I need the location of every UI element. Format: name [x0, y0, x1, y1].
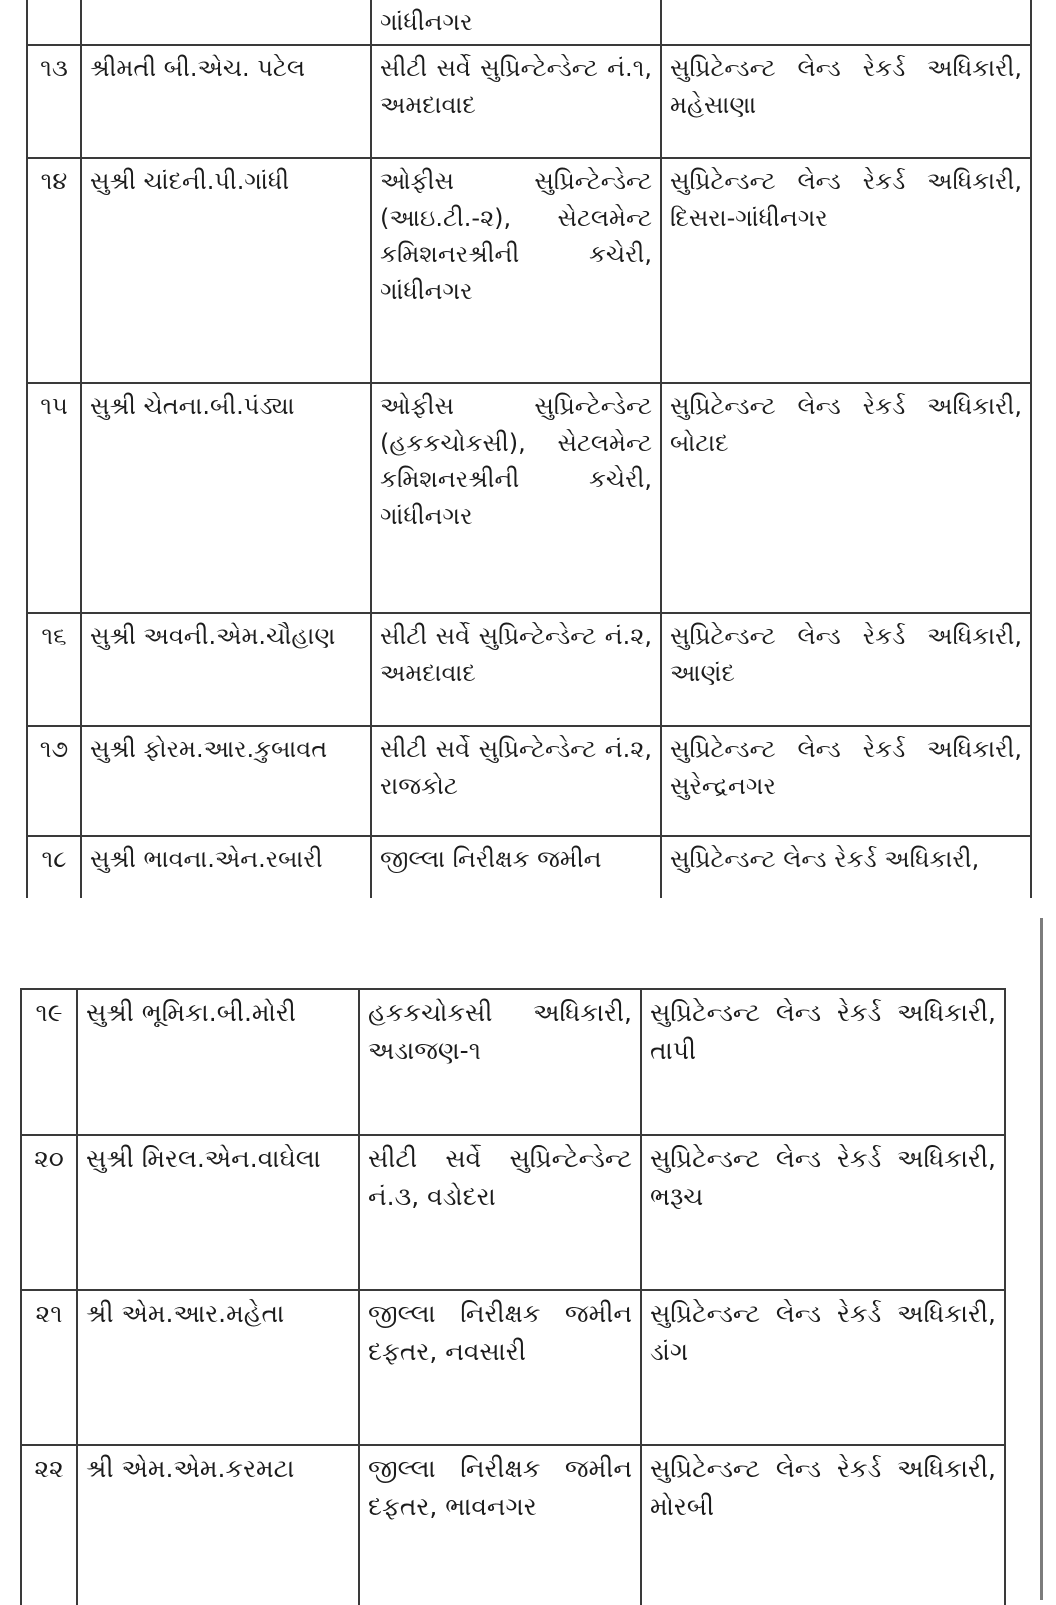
current-post: ગાંધીનગર [371, 0, 661, 45]
table-row [21, 989, 1005, 1135]
officer-name: સુશ્રી ભૂમિકા.બી.મોરી [77, 989, 359, 1135]
current-post: હકકચોકસી અધિકારી, અડાજણ-૧ [359, 989, 641, 1135]
new-post [661, 0, 1031, 45]
serial-number: ૧૪ [27, 158, 81, 383]
new-post: સુપ્રિટેન્ડન્ટ લેન્ડ રેકર્ડ અધિકારી, મહેસાણા [661, 45, 1031, 158]
officer-name: સુશ્રી મિરલ.એન.વાઘેલા [77, 1135, 359, 1290]
new-post: સુપ્રિટેન્ડન્ટ લેન્ડ રેકર્ડ અધિકારી, બોટાદ [661, 383, 1031, 613]
table-row [21, 1135, 1005, 1290]
table-row [27, 45, 1031, 158]
new-post: સુપ્રિટેન્ડન્ટ લેન્ડ રેકર્ડ અધિકારી, આણંદ [661, 613, 1031, 726]
current-post: જીલ્લા નિરીક્ષક જમીન દફતર, ભાવનગર [359, 1445, 641, 1605]
page-fragment-bottom [0, 918, 1056, 1600]
serial-number: ૧૫ [27, 383, 81, 613]
serial-number: ૨૦ [21, 1135, 77, 1290]
new-post: સુપ્રિટેન્ડન્ટ લેન્ડ રેકર્ડ અધિકારી, સુરેન્દ્રનગર [661, 726, 1031, 836]
new-post: સુપ્રિટેન્ડન્ટ લેન્ડ રેકર્ડ અધિકારી, ડાંગ [641, 1290, 1005, 1445]
table-row [27, 383, 1031, 613]
new-post: સુપ્રિટેન્ડન્ટ લેન્ડ રેકર્ડ અધિકારી, દિસરા-ગાંધીનગર [661, 158, 1031, 383]
transfer-table-top [26, 0, 1032, 898]
current-post: ઓફીસ સુપ્રિન્ટેન્ડેન્ટ (હકકચોકસી), સેટલમેન્ટ કમિશનરશ્રીની કચેરી, ગાંધીનગર [371, 383, 661, 613]
serial-number [27, 0, 81, 45]
serial-number: ૨૨ [21, 1445, 77, 1605]
serial-number: ૧૩ [27, 45, 81, 158]
table-row [21, 1445, 1005, 1605]
table-row [27, 613, 1031, 726]
current-post: જીલ્લા નિરીક્ષક જમીન દફતર, નવસારી [359, 1290, 641, 1445]
table-row [21, 1290, 1005, 1445]
new-post: સુપ્રિટેન્ડન્ટ લેન્ડ રેકર્ડ અધિકારી, તાપી [641, 989, 1005, 1135]
table-row [27, 158, 1031, 383]
officer-name: સુશ્રી ચેતના.બી.પંડ્યા [81, 383, 371, 613]
table-row [27, 726, 1031, 836]
serial-number: ૧૯ [21, 989, 77, 1135]
officer-name [81, 0, 371, 45]
transfer-table-bottom [20, 988, 1006, 1605]
current-post: જીલ્લા નિરીક્ષક જમીન [371, 836, 661, 898]
serial-number: ૧૭ [27, 726, 81, 836]
officer-name: સુશ્રી ભાવના.એન.રબારી [81, 836, 371, 898]
serial-number: ૧૮ [27, 836, 81, 898]
officer-name: શ્રી એમ.એમ.કરમટા [77, 1445, 359, 1605]
serial-number: ૧૬ [27, 613, 81, 726]
current-post: સીટી સર્વે સુપ્રિન્ટેન્ડેન્ટ નં.૨, અમદાવાદ [371, 613, 661, 726]
officer-name: શ્રી એમ.આર.મહેતા [77, 1290, 359, 1445]
officer-name: સુશ્રી અવની.એમ.ચૌહાણ [81, 613, 371, 726]
table-row [27, 836, 1031, 898]
serial-number: ૨૧ [21, 1290, 77, 1445]
officer-name: સુશ્રી ચાંદની.પી.ગાંધી [81, 158, 371, 383]
table-row [27, 0, 1031, 45]
new-post: સુપ્રિટેન્ડન્ટ લેન્ડ રેકર્ડ અધિકારી, ભરૂચ [641, 1135, 1005, 1290]
officer-name: સુશ્રી ફોરમ.આર.કુબાવત [81, 726, 371, 836]
current-post: સીટી સર્વે સુપ્રિન્ટેન્ડેન્ટ નં.૩, વડોદરા [359, 1135, 641, 1290]
current-post: સીટી સર્વે સુપ્રિન્ટેન્ડેન્ટ નં.૧, અમદાવાદ [371, 45, 661, 158]
new-post: સુપ્રિટેન્ડન્ટ લેન્ડ રેકર્ડ અધિકારી, [661, 836, 1031, 898]
new-post: સુપ્રિટેન્ડન્ટ લેન્ડ રેકર્ડ અધિકારી, મોરબી [641, 1445, 1005, 1605]
current-post: સીટી સર્વે સુપ્રિન્ટેન્ડેન્ટ નં.૨, રાજકોટ [371, 726, 661, 836]
officer-name: શ્રીમતી બી.એચ. પટેલ [81, 45, 371, 158]
current-post: ઓફીસ સુપ્રિન્ટેન્ડેન્ટ (આઇ.ટી.-૨), સેટલમેન્ટ કમિશનરશ્રીની કચેરી, ગાંધીનગર [371, 158, 661, 383]
